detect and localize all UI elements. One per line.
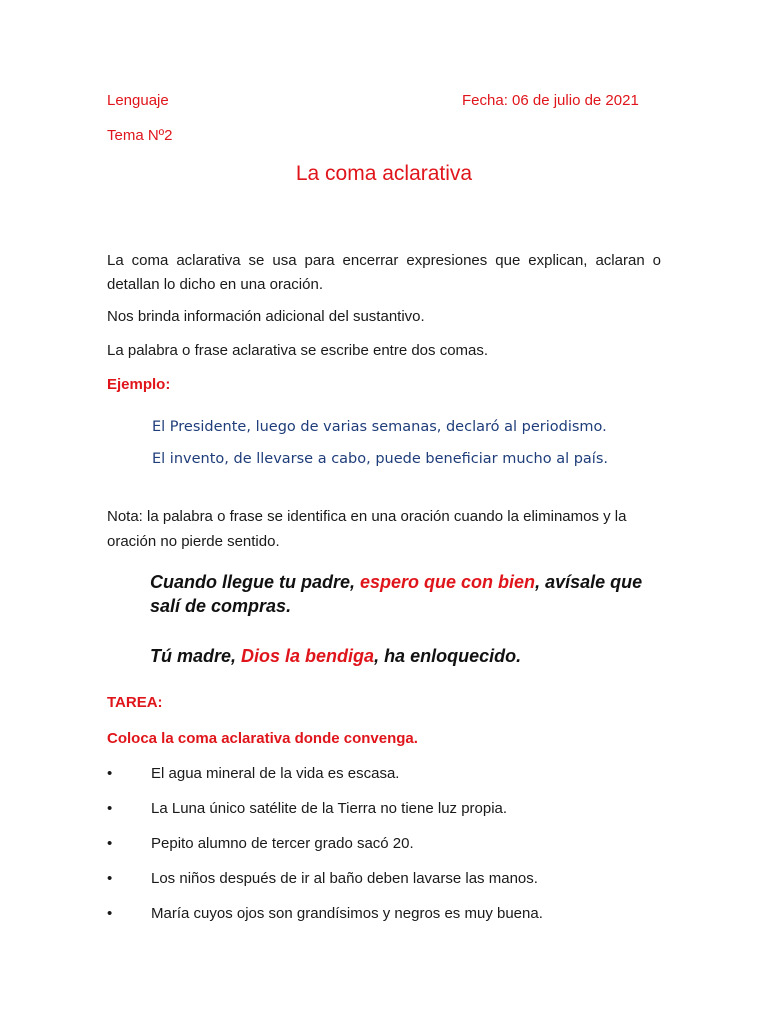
list-item <box>107 832 543 867</box>
task-heading: TAREA: <box>107 694 163 711</box>
highlighted-clause: espero que con bien <box>360 572 536 592</box>
example-text: , ha enloquecido. <box>374 646 522 666</box>
bullet-icon: • <box>107 905 113 922</box>
example-text: , avísale que salí de compras. <box>150 572 643 616</box>
task-item-text: El agua mineral de la vida es escasa. <box>151 765 400 782</box>
example-text: Cuando llegue tu padre, <box>150 572 361 592</box>
task-item-text: Pepito alumno de tercer grado sacó 20. <box>151 835 414 852</box>
highlight-example-2 <box>150 646 521 667</box>
bullet-icon: • <box>107 870 113 887</box>
list-item <box>107 902 543 937</box>
task-item-text: La Luna único satélite de la Tierra no tiene luz propia. <box>151 800 508 817</box>
date-label: Fecha: 06 de julio de 2021 <box>462 92 639 109</box>
example-sentence: El Presidente, luego de varias semanas, declaró al periodismo. <box>152 419 607 435</box>
page-title: La coma aclarativa <box>295 162 473 185</box>
bullet-icon: • <box>107 835 113 852</box>
paragraph-info: Nos brinda información adicional del sustantivo. <box>107 308 425 325</box>
paragraph-definition: La coma aclarativa se usa para encerrar expresiones que explican, aclaran o detallan lo dicho en una oración. <box>107 252 661 293</box>
topic-label: Tema Nº2 <box>107 127 173 144</box>
example-sentences <box>152 414 608 478</box>
note-paragraph: Nota: la palabra o frase se identifica en una oración cuando la eliminamos y la oración no pierde sentido. <box>107 508 627 550</box>
example-sentence: El invento, de llevarse a cabo, puede beneficiar mucho al país. <box>152 451 608 467</box>
example-heading: Ejemplo: <box>107 376 171 393</box>
bullet-icon: • <box>107 800 113 817</box>
list-item <box>107 867 543 902</box>
example-text: Tú madre, <box>150 646 242 666</box>
task-instruction: Coloca la coma aclarativa donde convenga. <box>107 730 418 747</box>
task-item-text: Los niños después de ir al baño deben lavarse las manos. <box>151 870 538 887</box>
bullet-icon: • <box>107 765 113 782</box>
task-list <box>107 762 543 937</box>
highlighted-clause: Dios la bendiga <box>241 646 375 666</box>
task-item-text: María cuyos ojos son grandísimos y negros es muy buena. <box>151 905 543 922</box>
highlight-example-1 <box>150 570 670 618</box>
list-item <box>107 797 543 832</box>
subject-label: Lenguaje <box>107 92 169 109</box>
list-item <box>107 762 543 797</box>
paragraph-rule: La palabra o frase aclarativa se escribe entre dos comas. <box>107 342 489 359</box>
